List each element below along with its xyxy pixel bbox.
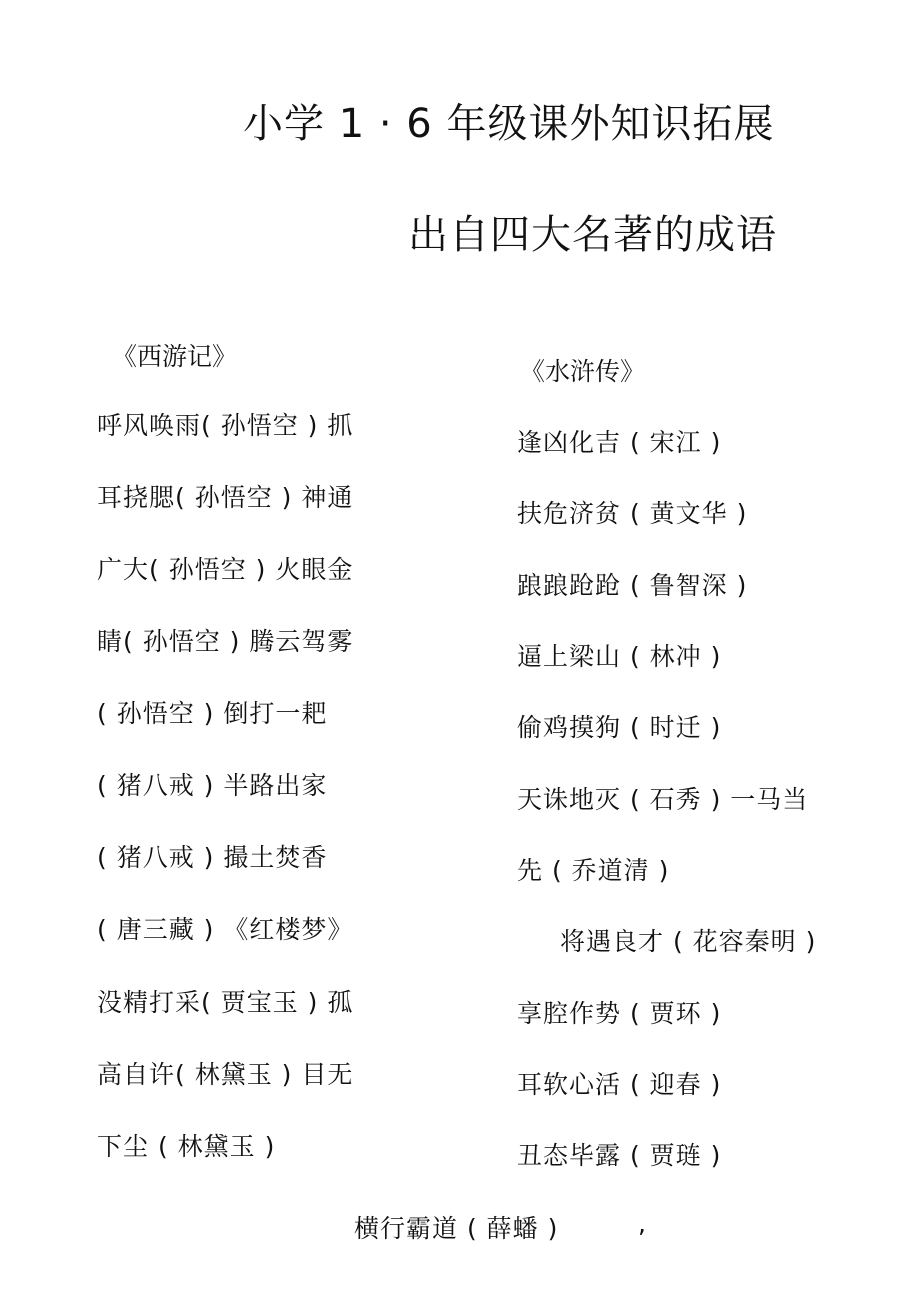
left-line: 高自许( 林黛玉 ) 目无: [97, 1060, 354, 1089]
left-line: 下尘 ( 林黛玉 ): [97, 1132, 276, 1161]
right-line: 扶危济贫 ( 黄文华 ): [517, 499, 748, 528]
right-line: 逼上梁山 ( 林冲 ): [517, 642, 722, 671]
right-line: 享腔作势 ( 贾环 ): [517, 999, 722, 1028]
left-column-heading: 《西游记》: [112, 342, 238, 371]
right-line: 踉踉跄跄 ( 鲁智深 ): [517, 571, 748, 600]
page-subtitle: 出自四大名著的成语: [408, 212, 777, 258]
right-line: 天诛地灭 ( 石秀 ) 一马当: [517, 785, 809, 814]
right-line: 先 ( 乔道清 ): [517, 856, 670, 885]
page-title: 小学 1 · 6 年级课外知识拓展: [243, 101, 775, 147]
right-column-heading: 《水浒传》: [520, 357, 646, 386]
left-line: ( 猪八戒 ) 半路出家: [97, 771, 328, 800]
right-line: 耳软心活 ( 迎春 ): [517, 1070, 722, 1099]
left-line: ( 孙悟空 ) 倒打一耙: [97, 699, 328, 728]
footer-mark: ,: [638, 1209, 647, 1238]
left-line: ( 唐三藏 ) 《红楼梦》: [97, 915, 354, 944]
left-line: 没精打采( 贾宝玉 ) 孤: [97, 988, 354, 1017]
right-line: 将遇良才 ( 花容秦明 ): [560, 927, 817, 956]
left-line: 广大( 孙悟空 ) 火眼金: [97, 555, 354, 584]
left-line: 睛( 孙悟空 ) 腾云驾雾: [97, 627, 354, 656]
left-line: 耳挠腮( 孙悟空 ) 神通: [97, 483, 354, 512]
right-line: 逢凶化吉 ( 宋江 ): [517, 428, 722, 457]
right-line: 丑态毕露 ( 贾琏 ): [517, 1141, 722, 1170]
left-line: 呼风唤雨( 孙悟空 ) 抓: [97, 411, 354, 440]
left-line: ( 猪八戒 ) 撮土焚香: [97, 843, 328, 872]
footer-line: 横行霸道 ( 薛蟠 ): [354, 1214, 559, 1243]
right-line: 偷鸡摸狗 ( 时迁 ): [517, 713, 722, 742]
